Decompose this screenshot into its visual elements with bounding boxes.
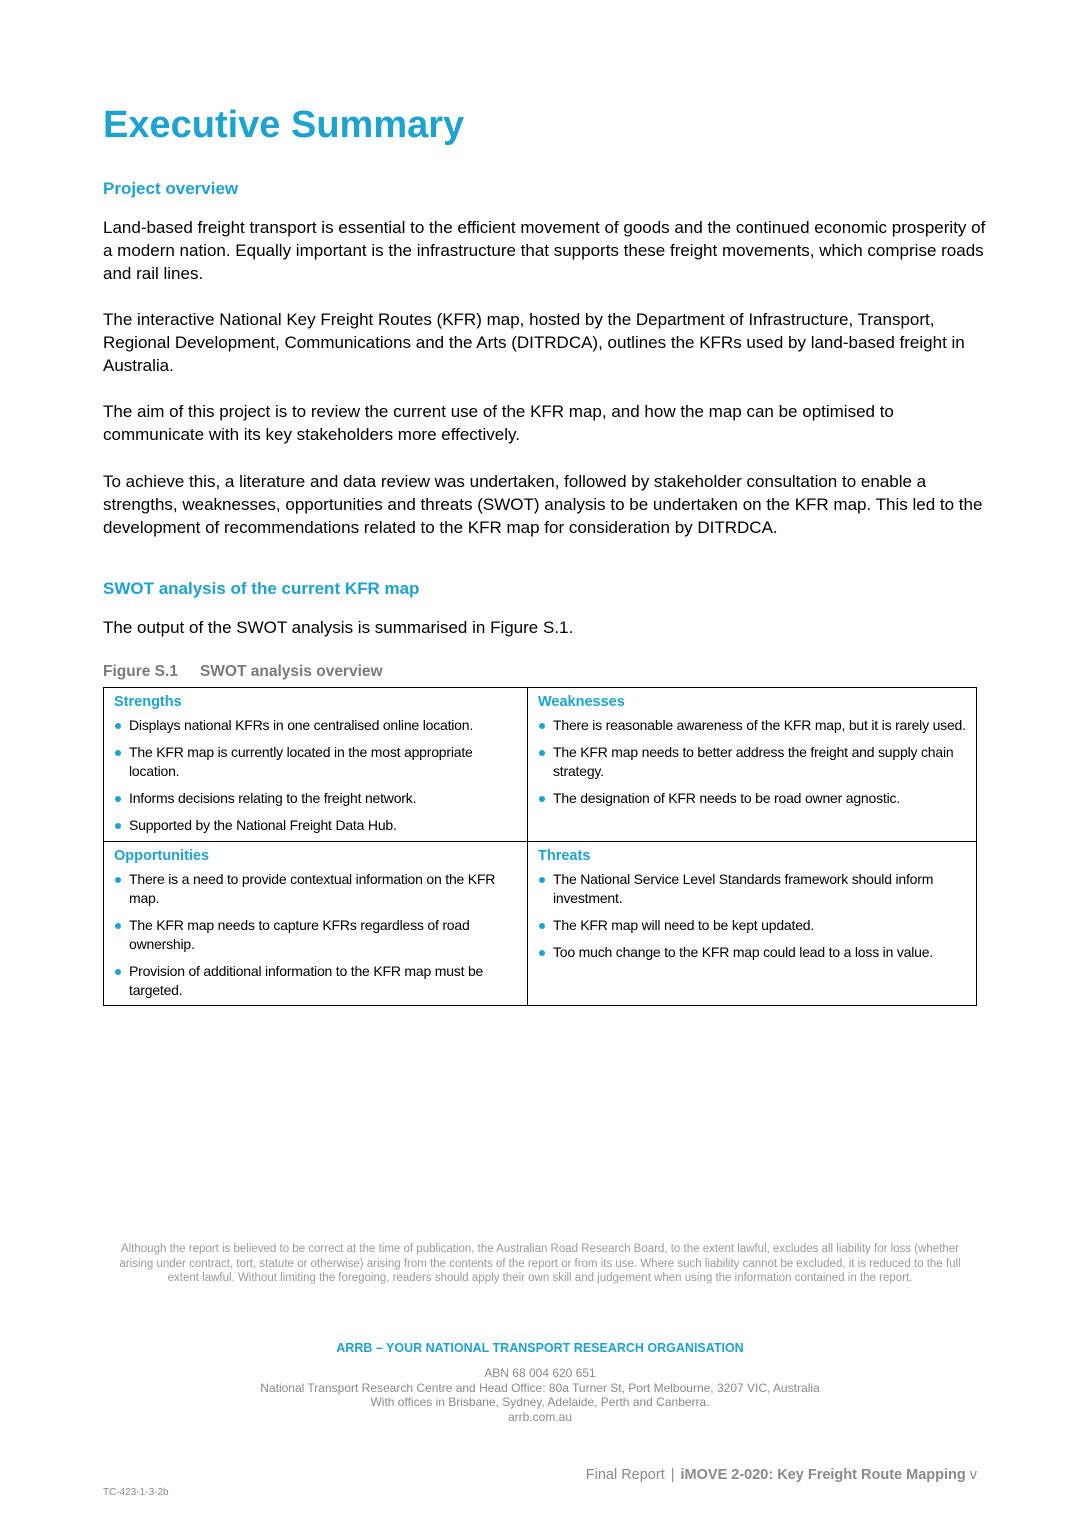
bullet-icon	[539, 950, 545, 956]
list-item: There is a need to provide contextual information on the KFR map.	[114, 870, 517, 908]
paragraph: The interactive National Key Freight Routes (KFR) map, hosted by the Department of Infrastructure, Transport, Regional Development, Communications and the Arts (DITRDCA), outlines the KFRs used by land-based freight in Australia.	[103, 310, 965, 375]
bullet-icon	[115, 877, 121, 883]
page-number: v	[969, 1467, 977, 1483]
document-code: TC-423-1-3-2b	[103, 1487, 169, 1498]
bullet-icon	[539, 877, 545, 883]
offices: With offices in Brisbane, Sydney, Adelaide, Perth and Canberra.	[370, 1395, 710, 1409]
bullet-icon	[115, 923, 121, 929]
list-item: The KFR map needs to better address the freight and supply chain strategy.	[538, 743, 966, 781]
list-item: Informs decisions relating to the freight network.	[114, 789, 517, 808]
bullet-icon	[539, 796, 545, 802]
list-item: Provision of additional information to the KFR map must be targeted.	[114, 962, 517, 1000]
org-address-block	[0, 1366, 1080, 1424]
list-item: The National Service Level Standards framework should inform investment.	[538, 870, 966, 908]
paragraph: The output of the SWOT analysis is summarised in Figure S.1.	[103, 618, 574, 637]
running-footer	[586, 1466, 977, 1484]
swot-table	[103, 687, 977, 1006]
swot-strengths	[104, 688, 528, 842]
swot-opportunities	[104, 842, 528, 1005]
figure-label: Figure S.1	[103, 663, 178, 680]
bullet-icon	[115, 750, 121, 756]
paragraph: To achieve this, a literature and data review was undertaken, followed by stakeholder consultation to enable a strengths, weaknesses, opportunities and threats (SWOT) analysis to be undertaken on the KFR map. This led to the development of recommendations related to the KFR map for consideration by DITRDCA.	[103, 472, 983, 537]
bullet-icon	[115, 723, 121, 729]
swot-threats	[528, 842, 976, 1005]
swot-heading-opportunities: Opportunities	[114, 848, 210, 864]
list-item: There is reasonable awareness of the KFR map, but it is rarely used.	[538, 716, 966, 735]
list-item: The KFR map will need to be kept updated.	[538, 916, 966, 935]
page-title: Executive Summary	[103, 104, 465, 146]
bullet-icon	[115, 796, 121, 802]
list-item: The KFR map is currently located in the most appropriate location.	[114, 743, 517, 781]
paragraph: Land-based freight transport is essential to the efficient movement of goods and the continued economic prosperity of a modern nation. Equally important is the infrastructure that supports these freight movements, which comprise roads and rail lines.	[103, 218, 986, 283]
figure-caption	[103, 662, 383, 682]
paragraph: The aim of this project is to review the current use of the KFR map, and how the map can be optimised to communicate with its key stakeholders more effectively.	[103, 402, 894, 444]
list-item: Displays national KFRs in one centralised online location.	[114, 716, 517, 735]
list-item: The designation of KFR needs to be road owner agnostic.	[538, 789, 966, 808]
bullet-icon	[539, 750, 545, 756]
abn: ABN 68 004 620 651	[484, 1366, 596, 1380]
report-title: iMOVE 2-020: Key Freight Route Mapping	[680, 1467, 966, 1483]
footer-separator: |	[670, 1467, 675, 1483]
head-office: National Transport Research Centre and Head Office: 80a Turner St, Port Melbourne, 3207 VIC, Australia	[260, 1380, 820, 1395]
bullet-icon	[115, 969, 121, 975]
bullet-icon	[539, 923, 545, 929]
swot-heading-weaknesses: Weaknesses	[538, 694, 625, 710]
website: arrb.com.au	[507, 1409, 573, 1424]
section-heading-swot: SWOT analysis of the current KFR map	[103, 579, 420, 598]
figure-title: SWOT analysis overview	[199, 663, 383, 680]
swot-heading-threats: Threats	[538, 848, 591, 864]
bullet-icon	[115, 823, 121, 829]
bullet-icon	[539, 723, 545, 729]
section-heading-project-overview: Project overview	[103, 179, 239, 198]
list-item: Too much change to the KFR map could lead to a loss in value.	[538, 943, 966, 962]
list-item: The KFR map needs to capture KFRs regardless of road ownership.	[114, 916, 517, 954]
swot-heading-strengths: Strengths	[114, 694, 182, 710]
report-type: Final Report	[585, 1467, 665, 1483]
list-item: Supported by the National Freight Data Hub.	[114, 816, 517, 835]
disclaimer: Although the report is believed to be correct at the time of publication, the Australian Road Research Board, to the extent lawful, excludes all liability for loss (whether arising under contract, tort, statute or otherwise) arising from the contents of the report or from its use. Where such liability cannot be excluded, it is reduced to the full extent lawful. Without limiting the foregoing, readers should apply their own skill and judgement when using the information contained in the report.	[119, 1243, 961, 1284]
org-tagline: ARRB – YOUR NATIONAL TRANSPORT RESEARCH ORGANISATION	[336, 1341, 744, 1355]
swot-weaknesses	[528, 688, 976, 842]
